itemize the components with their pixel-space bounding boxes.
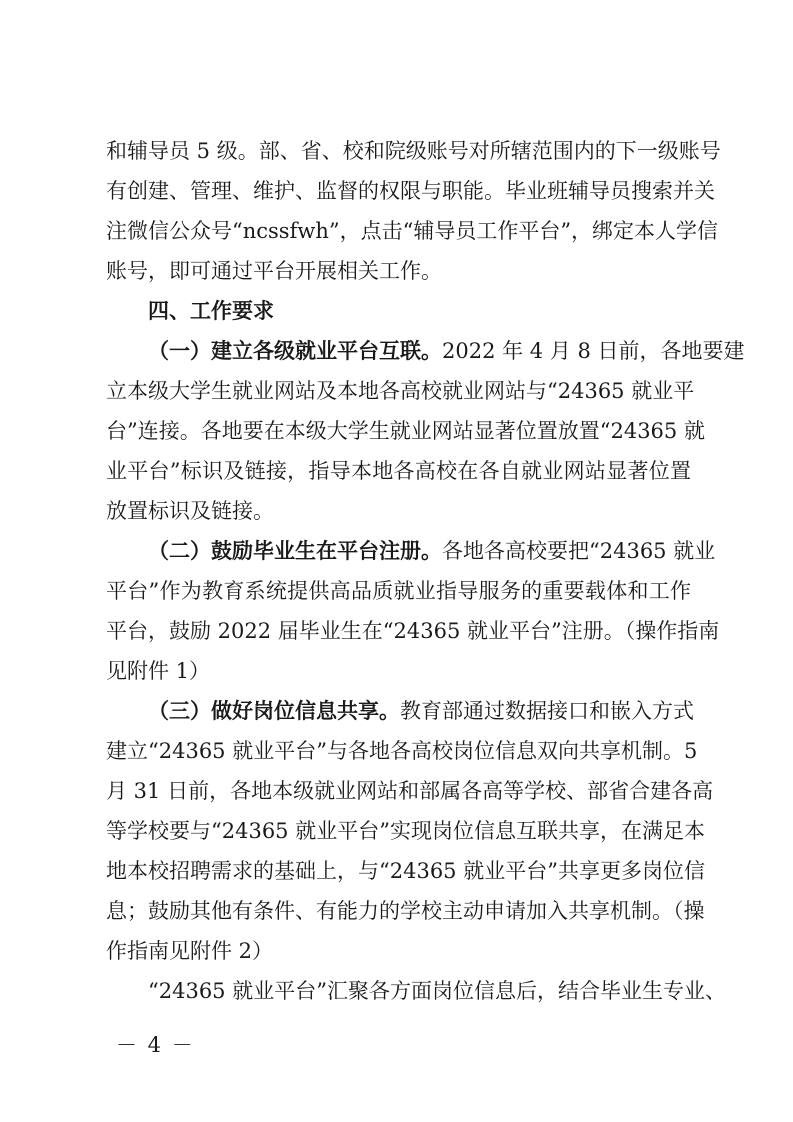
paragraph-line: 平台，鼓励 2022 届毕业生在“24365 就业平台”注册。（操作指南 xyxy=(106,619,720,643)
paragraph-line: 见附件 1） xyxy=(106,659,211,683)
item-first-line xyxy=(106,531,716,571)
paragraph-line: 账号，即可通过平台开展相关工作。 xyxy=(106,259,442,283)
paragraph-line: 立本级大学生就业网站及本地各高校就业网站与“24365 就业平 xyxy=(106,379,695,403)
item-title: （二）鼓励毕业生在平台注册。 xyxy=(148,538,442,563)
paragraph-line: 台”连接。各地要在本级大学生就业网站显著位置放置“24365 就 xyxy=(106,419,705,443)
item-title: （一）建立各级就业平台互联。 xyxy=(148,338,442,363)
paragraph-line: “24365 就业平台”汇聚各方面岗位信息后，结合毕业生专业、 xyxy=(148,979,726,1003)
page-number: － 4 － xyxy=(116,1033,195,1057)
paragraph-line: 等学校要与“24365 就业平台”实现岗位信息互联共享，在满足本 xyxy=(106,819,705,843)
section-heading: 四、工作要求 xyxy=(148,299,274,323)
paragraph-line: 平台”作为教育系统提供高品质就业指导服务的重要载体和工作 xyxy=(106,579,691,603)
paragraph-line: 有创建、管理、维护、监督的权限与职能。毕业班辅导员搜索并关 xyxy=(106,179,715,203)
paragraph-line: 和辅导员 5 级。部、省、校和院级账号对所辖范围内的下一级账号 xyxy=(106,139,721,163)
document-body xyxy=(106,131,745,1011)
item-first-line xyxy=(106,331,745,371)
item-first-line xyxy=(106,691,694,731)
item-text: 各地各高校要把“24365 就业 xyxy=(442,539,716,563)
item-title: （三）做好岗位信息共享。 xyxy=(148,698,400,723)
item-text: 教育部通过数据接口和嵌入方式 xyxy=(400,699,694,723)
paragraph-line: 作指南见附件 2） xyxy=(106,939,274,963)
paragraph-line: 注微信公众号“ncssfwh”，点击“辅导员工作平台”，绑定本人学信 xyxy=(106,219,719,243)
paragraph-line: 业平台”标识及链接，指导本地各高校在各自就业网站显著位置 xyxy=(106,459,691,483)
paragraph-line: 建立“24365 就业平台”与各地各高校岗位信息双向共享机制。5 xyxy=(106,739,698,763)
paragraph-line: 地本校招聘需求的基础上，与“24365 就业平台”共享更多岗位信 xyxy=(106,859,705,883)
item-text: 2022 年 4 月 8 日前，各地要建 xyxy=(442,339,745,363)
paragraph-line: 放置标识及链接。 xyxy=(106,499,274,523)
paragraph-line: 息；鼓励其他有条件、有能力的学校主动申请加入共享机制。（操 xyxy=(106,899,705,923)
paragraph-line: 月 31 日前，各地本级就业网站和部属各高等学校、部省合建各高 xyxy=(106,779,714,803)
